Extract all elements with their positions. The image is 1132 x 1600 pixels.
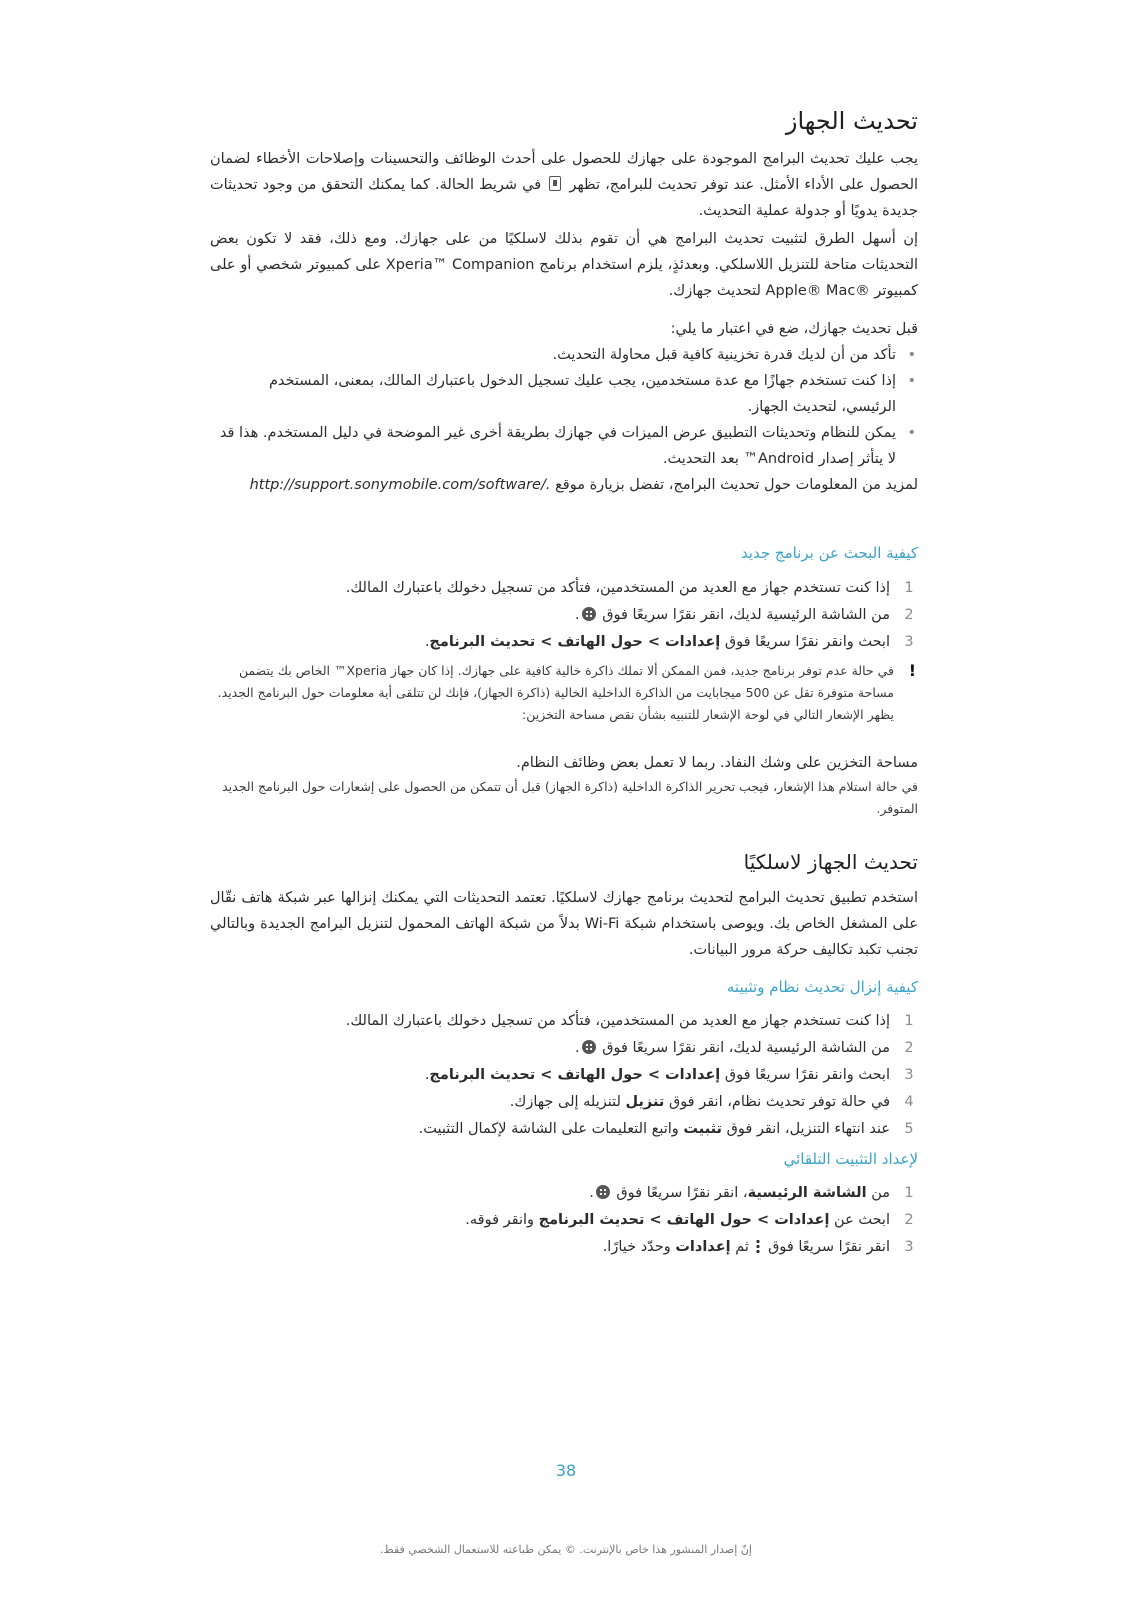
- download-button-label: تنزيل: [625, 1094, 665, 1110]
- intro-text-tail: في شريط الحالة. كما يمكنك التحقق من وجود تحديثات جديدة يدويًا أو جدولة عملية التحديث.: [210, 177, 918, 219]
- list-item: 3 انقر نقرًا سريعًا فوق ثم إعدادات وحدّد خيارًا.: [602, 1239, 914, 1255]
- before-update-list: [210, 342, 918, 472]
- storage-warning: مساحة التخزين على وشك النفاد. ربما لا تعمل بعض وظائف النظام.: [516, 755, 918, 771]
- check-section-heading: كيفية البحث عن برنامج جديد: [740, 544, 918, 562]
- intro-p2-text: إن أسهل الطرق لتثبيت تحديث البرامج هي أن تقوم بذلك لاسلكيًا من على جهازك. ومع ذلك، فقد لا تكون بعض التحديثات متاحة للتنزيل اللاسلكي. وبعدئذٍ، يلزم استخدام برنامج: [210, 231, 919, 273]
- intro-text: يجب عليك تحديث البرامج الموجودة على جهازك للحصول على أحدث الوظائف والتحسينات وإصلاحات الأخطاء لضمان الحصول على الأداء الأمثل. عند توفر تحديث للبرامج، تظهر: [210, 151, 919, 193]
- intro-p2-tail: لتحديث جهازك.: [668, 283, 761, 299]
- overflow-menu-icon[interactable]: [756, 1239, 760, 1253]
- list-item: 2 من الشاشة الرئيسية لديك، انقر نقرًا سريعًا فوق .: [575, 607, 914, 623]
- list-item: 2 من الشاشة الرئيسية لديك، انقر نقرًا سريعًا فوق .: [575, 1040, 914, 1056]
- intro-paragraph-1: [210, 146, 918, 224]
- list-item: • يمكن للنظام وتحديثات التطبيق عرض الميزات في جهازك بطريقة أخرى غير الموضحة في دليل المستخدم. هذا قد لا يتأثر إصدار Android™ بعد التحديث.: [210, 420, 918, 472]
- settings-path: إعدادات > حول الهاتف > تحديث البرنامج: [429, 634, 721, 650]
- before-update-heading: قبل تحديث جهازك، ضع في اعتبار ما يلي:: [670, 321, 918, 337]
- more-info-text: لمزيد من المعلومات حول تحديث البرامج، تفضل بزيارة موقع: [555, 477, 918, 493]
- install-button-label: تثبيت: [683, 1121, 722, 1137]
- apps-grid-icon[interactable]: [582, 1040, 596, 1054]
- list-item: 1 إذا كنت تستخدم جهاز مع العديد من المستخدمين، فتأكد من تسجيل دخولك باعتبارك المالك.: [345, 1013, 914, 1029]
- wireless-paragraph: استخدم تطبيق تحديث البرامج لتحديث برنامج جهازك لاسلكيًا. تعتمد التحديثات التي يمكنك إنزالها عبر شبكة هاتف نقّال على المشغل الخاص بك. ويوصى باستخدام شبكة Wi-Fi بدلاً من شبكة الهاتف المحمول لتنزيل البرامج الجديدة وبالتالي تجنب تكبد تكاليف حركة مرور البيانات.: [210, 890, 918, 958]
- list-item: 3 ابحث وانقر نقرًا سريعًا فوق إعدادات > حول الهاتف > تحديث البرنامج.: [424, 1067, 914, 1083]
- footer-note: إنّ إصدار المنشور هذا خاص بالإنترنت. © يمكن طباعته للاستعمال الشخصي فقط.: [380, 1543, 752, 1556]
- list-item: 1 إذا كنت تستخدم جهاز مع العديد من المستخدمين، فتأكد من تسجيل دخولك باعتبارك المالك.: [345, 580, 914, 596]
- list-item: • تأكد من أن لديك قدرة تخزينية كافية قبل محاولة التحديث.: [210, 342, 918, 368]
- list-item: 2 ابحث عن إعدادات > حول الهاتف > تحديث البرنامج وانقر فوقه.: [465, 1212, 914, 1228]
- mac-product-name: Apple® Mac®: [765, 283, 870, 299]
- page-number: 38: [555, 1461, 577, 1480]
- companion-product-name: Xperia™ Companion: [385, 257, 535, 273]
- wireless-section-heading: تحديث الجهاز لاسلكيًا: [743, 850, 918, 874]
- list-item: 3 ابحث وانقر نقرًا سريعًا فوق إعدادات > حول الهاتف > تحديث البرنامج.: [424, 634, 914, 650]
- support-link[interactable]: http://support.sonymobile.com/software/.: [249, 477, 551, 493]
- more-info-paragraph: [210, 472, 918, 498]
- intro-paragraph-2: [210, 226, 918, 304]
- warning-icon: !: [908, 661, 916, 680]
- apps-grid-icon[interactable]: [596, 1185, 610, 1199]
- download-steps: [210, 1008, 918, 1143]
- auto-install-steps: [210, 1180, 918, 1261]
- download-section-heading: كيفية إنزال تحديث نظام وتثبيته: [726, 978, 918, 996]
- auto-section-heading: لإعداد التثبيت التلقائي: [783, 1150, 918, 1168]
- check-steps: [210, 575, 918, 656]
- storage-warning-note: في حالة استلام هذا الإشعار، فيجب تحرير الذاكرة الداخلية (ذاكرة الجهاز) قبل أن تتمكن من الحصول على إشعارات حول البرنامج الجديد المتوفر.: [222, 779, 918, 816]
- apps-grid-icon[interactable]: [582, 607, 596, 621]
- page-title: تحديث الجهاز: [785, 107, 918, 135]
- list-item: 4 في حالة توفر تحديث نظام، انقر فوق تنزيل لتنزيله إلى جهازك.: [509, 1094, 914, 1110]
- list-item: 1 من الشاشة الرئيسية، انقر نقرًا سريعًا فوق .: [589, 1185, 914, 1201]
- intro-p2-mid: على كمبيوتر شخصي أو على كمبيوتر: [210, 257, 918, 299]
- list-item: • إذا كنت تستخدم جهازًا مع عدة مستخدمين، يجب عليك تسجيل الدخول باعتبارك المالك، بمعنى، المستخدم الرئيسي، لتحديث الجهاز.: [210, 368, 918, 420]
- storage-note: ! في حالة عدم توفر برنامج جديد، فمن الممكن ألا تملك ذاكرة خالية كافية على جهازك. إذا كان جهاز Xperia™ الخاص بك يتضمن مساحة متوفرة تقل عن 500 ميجابايت من الذاكرة الداخلية الخالية (ذاكرة الجهاز)، فإنك لن تتلقى أية معلومات حول البرنامج الجديد. يظهر الإشعار التالي في لوحة الإشعار للتنبيه بشأن نقص مساحة التخزين:: [217, 661, 916, 722]
- update-status-icon: [549, 176, 561, 191]
- list-item: 5 عند انتهاء التنزيل، انقر فوق تثبيت واتبع التعليمات على الشاشة لإكمال التثبيت.: [418, 1121, 914, 1137]
